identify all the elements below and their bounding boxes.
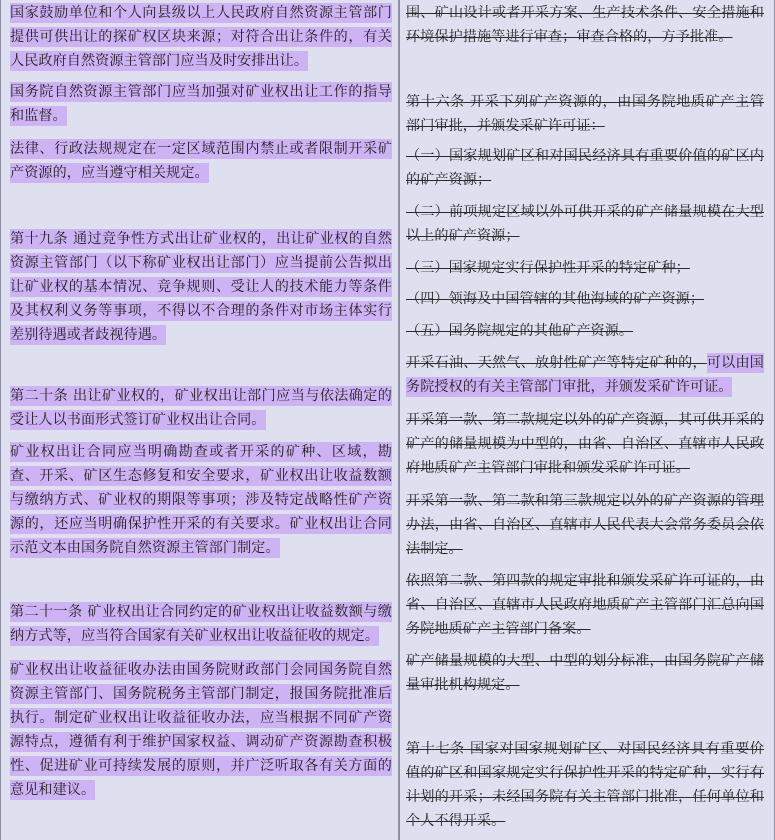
deleted-item: （四）领海及中国管辖的其他海域的矿产资源； [406, 291, 705, 307]
paragraph: 法律、行政法规规定在一定区域范围内禁止或者限制开采矿产资源的，应当遵守相关规定。 [10, 141, 392, 181]
paragraph: 国家鼓励单位和个人向县级以上人民政府自然资源主管部门提供可供出让的探矿权区块来源；对符合出让条件的，有关人民政府自然资源主管部门应当及时安排出让。 [10, 5, 392, 69]
column-divider [398, 0, 400, 840]
article-19: 第十九条 通过竞争性方式出让矿业权的，出让矿业权的自然资源主管部门（以下称矿业权出让部门）应当提前公告拟出让矿业权的基本情况、竞争规则、受让人的技术能力等条件及其权利义务等事项，不得以不合理的条件对市场主体实行差别待遇或者歧视待遇。 [10, 231, 392, 343]
deleted-paragraph: 围、矿山设计或者开采方案、生产技术条件、安全措施和环境保护措施等进行审查；审查合格的，方予批准。 [406, 5, 764, 45]
deleted-item: （二）前项规定区域以外可供开采的矿产储量规模在大型以上的矿产资源； [406, 204, 764, 244]
paragraph: 国务院自然资源主管部门应当加强对矿业权出让工作的指导和监督。 [10, 84, 392, 124]
deleted-paragraph: 依照第二款、第四款的规定审批和颁发采矿许可证的，由省、自治区、直辖市人民政府地质矿产主管部门汇总向国务院地质矿产主管部门备案。 [406, 573, 764, 637]
article-21: 第二十一条 矿业权出让合同约定的矿业权出让收益数额与缴纳方式等，应当符合国家有关矿业权出让收益征收的规定。 [10, 604, 392, 644]
paragraph: 矿业权出让合同应当明确勘查或者开采的矿种、区域，勘查、开采、矿区生态修复和安全要求，矿业权出让收益数额与缴纳方式、矿业权的期限等事项；涉及特定战略性矿产资源的，还应当明确保护性开采的有关要求。矿业权出让合同示范文本由国务院自然资源主管部门制定。 [10, 444, 392, 556]
deleted-item: （三）国家规定实行保护性开采的特定矿种； [406, 260, 690, 276]
deleted-item: （五）国务院规定的其他矿产资源。 [406, 323, 634, 339]
article-16-deleted: 第十六条 开采下列矿产资源的，由国务院地质矿产主管部门审批，并颁发采矿许可证： [406, 94, 764, 134]
paragraph: 矿业权出让收益征收办法由国务院财政部门会同国务院自然资源主管部门、国务院税务主管部门制定，报国务院批准后执行。制定矿业权出让收益征收办法，应当根据不同矿产资源特点，遵循有利于维护国家权益、调动矿产资源勘查积极性、促进矿业可持续发展的原则，并广泛听取各有关方面的意见和建议。 [10, 662, 392, 798]
deleted-item: （一）国家规划矿区和对国民经济具有重要价值的矿区内的矿产资源； [406, 148, 764, 188]
mixed-paragraph: 开采石油、天然气、放射性矿产等特定矿种的，可以由国务院授权的有关主管部门审批，并颁发采矿许可证。 [406, 355, 764, 395]
deleted-paragraph: 开采第一款、第二款和第三款规定以外的矿产资源的管理办法，由省、自治区、直辖市人民代表大会常务委员会依法制定。 [406, 493, 764, 557]
article-20: 第二十条 出让矿业权的，矿业权出让部门应当与依法确定的受让人以书面形式签订矿业权出让合同。 [10, 388, 392, 428]
deleted-paragraph: 矿产储量规模的大型、中型的划分标准，由国务院矿产储量审批机构规定。 [406, 653, 764, 693]
deleted-paragraph: 开采第一款、第二款规定以外的矿产资源，其可供开采的矿产的储量规模为中型的，由省、自治区、直辖市人民政府地质矿产主管部门审批和颁发采矿许可证。 [406, 412, 764, 476]
article-17-deleted: 第十七条 国家对国家规划矿区、对国民经济具有重要价值的矿区和国家规定实行保护性开采的特定矿种，实行有计划的开采；未经国务院有关主管部门批准，任何单位和个人不得开采。 [406, 741, 764, 829]
